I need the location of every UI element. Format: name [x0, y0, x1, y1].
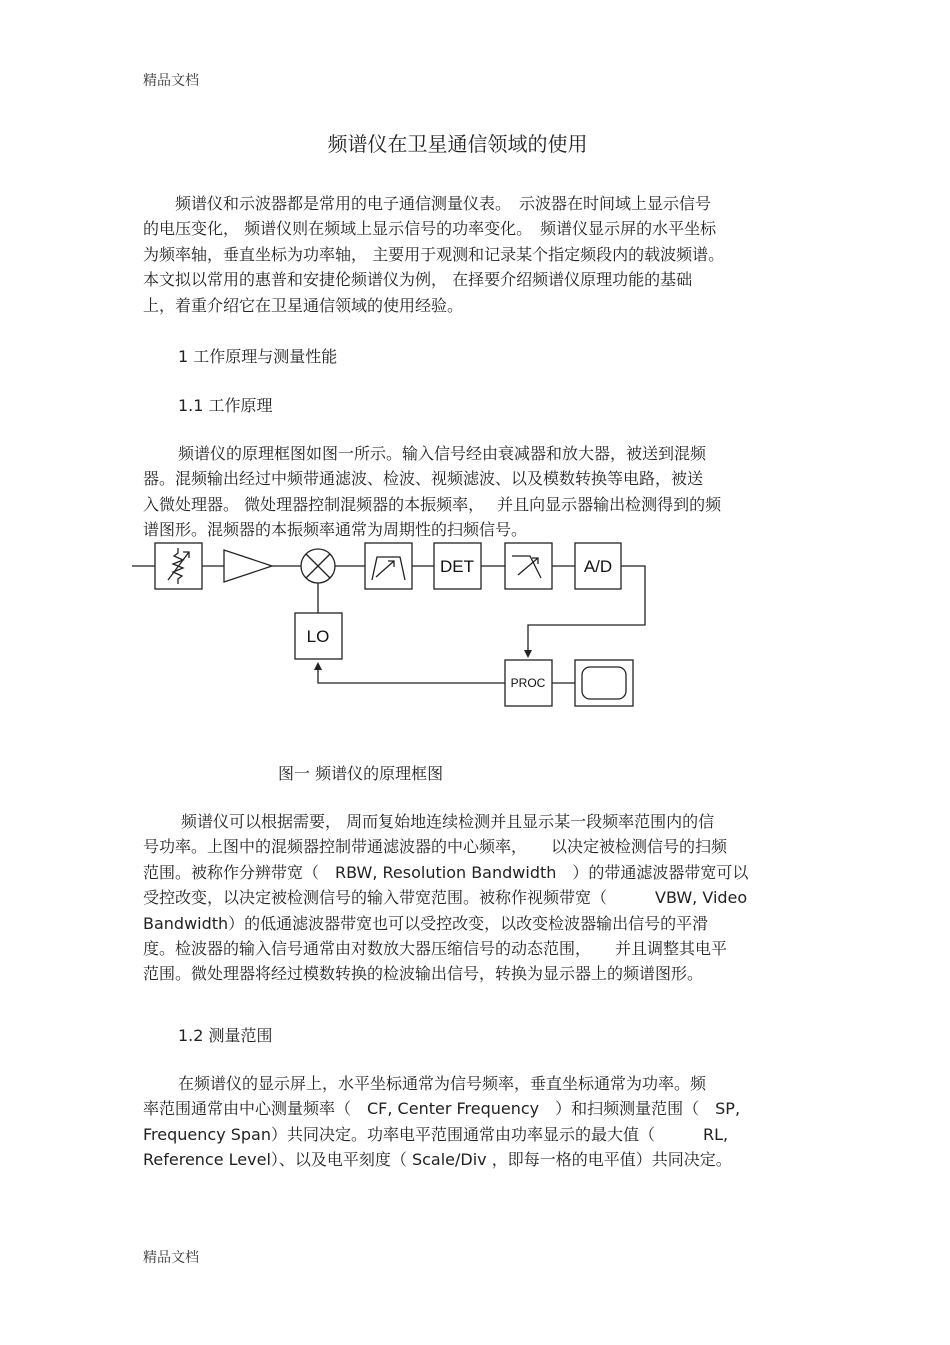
range-line: 在频谱仪的显示屏上，水平坐标通常为信号频率，垂直坐标通常为功率。频 — [178, 1074, 707, 1093]
range-paragraph — [143, 1071, 823, 1173]
page-footer: 精品文档 — [143, 1250, 199, 1266]
intro-line: 本文拟以常用的惠普和安捷伦频谱仪为例， 在择要介绍频谱仪原理功能的基础 — [143, 270, 693, 290]
principle-line: 入微处理器。 微处理器控制混频器的本振频率， 并且向显示器输出检测得到的频 — [143, 494, 722, 514]
range-line: Reference Level）、以及电平刻度（ Scale/Div ，即每一格的电平值）共同决定。 — [143, 1150, 732, 1170]
rbw-line: 受控改变，以决定被检测信号的输入带宽范围。被称作视频带宽（ VBW, Video — [143, 888, 748, 908]
intro-line: 为频率轴，垂直坐标为功率轴， 主要用于观测和记录某个指定频段内的载波频谱。 — [143, 244, 725, 264]
principle-line: 器。混频输出经过中频带通滤波、检波、视频滤波、以及模数转换等电路，被送 — [143, 469, 704, 489]
det-label: DET — [440, 557, 474, 576]
ad-label: A/D — [583, 557, 613, 576]
range-line: 率范围通常由中心测量频率（ CF, Center Frequency ）和扫频测量范围（ SP, — [143, 1099, 741, 1119]
rbw-line: 号功率。上图中的混频器控制带通滤波器的中心频率， 以决定被检测信号的扫频 — [143, 837, 728, 857]
intro-line: 上，着重介绍它在卫星通信领域的使用经验。 — [143, 295, 464, 315]
section-1-heading: 1 工作原理与测量性能 — [178, 347, 338, 366]
ad-to-proc-line — [528, 566, 645, 652]
rbw-line: 度。检波器的输入信号通常由对数放大器压缩信号的动态范围， 并且调整其电平 — [143, 938, 728, 958]
display-screen-icon — [582, 667, 626, 699]
amplifier-icon — [224, 550, 272, 582]
arrow-to-proc-icon — [524, 650, 532, 658]
section-1-2-heading: 1.2 测量范围 — [178, 1026, 273, 1045]
document-title: 频谱仪在卫星通信领域的使用 — [327, 132, 588, 156]
rbw-line: 频谱仪可以根据需要， 周而复始地连续检测并且显示某一段频率范围内的信 — [165, 812, 715, 831]
range-line: Frequency Span）共同决定。功率电平范围通常由功率显示的最大值（ RL, — [143, 1124, 729, 1144]
proc-to-lo-line — [318, 668, 505, 683]
rbw-line: Bandwidth）的低通滤波器带宽也可以受控改变，以改变检波器输出信号的平滑 — [143, 913, 709, 933]
rbw-line: 范围。微处理器将经过模数转换的检波输出信号，转换为显示器上的频谱图形。 — [143, 964, 704, 984]
lo-label: LO — [306, 627, 330, 646]
principle-line: 谱图形。混频器的本振频率通常为周期性的扫频信号。 — [143, 520, 528, 540]
principle-line: 频谱仪的原理框图如图一所示。输入信号经由衰减器和放大器，被送到混频 — [178, 444, 707, 463]
intro-line: 的电压变化， 频谱仪则在频域上显示信号的功率变化。 频谱仪显示屏的水平坐标 — [143, 219, 717, 239]
proc-label: PROC — [510, 676, 546, 690]
page-header: 精品文档 — [143, 73, 199, 89]
attenuator-icon — [168, 548, 189, 584]
figure-caption: 图一 频谱仪的原理框图 — [278, 764, 444, 783]
rbw-line: 范围。被称作分辨带宽（ RBW, Resolution Bandwidth ）的带通滤波器带宽可以 — [143, 862, 749, 882]
intro-line: 频谱仪和示波器都是常用的电子通信测量仪表。 示波器在时间域上显示信号 — [143, 194, 712, 213]
arrow-to-lo-icon — [314, 662, 322, 670]
section-1-1-heading: 1.1 工作原理 — [178, 396, 273, 415]
rbw-vbw-paragraph — [143, 809, 823, 987]
